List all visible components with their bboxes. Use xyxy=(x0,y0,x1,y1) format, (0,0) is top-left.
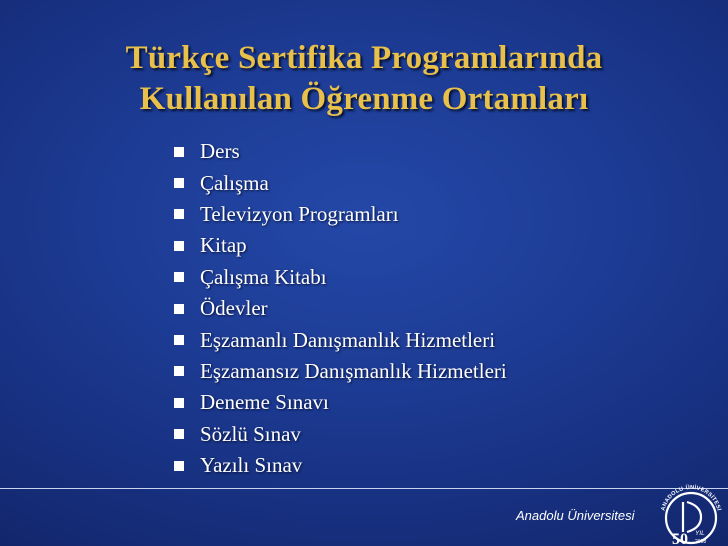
list-item xyxy=(174,293,507,324)
list-item-label: Çalışma xyxy=(200,170,269,195)
list-item xyxy=(174,324,507,355)
logo-number: 50 xyxy=(672,531,688,546)
list-item xyxy=(174,356,507,387)
list-item-label: Çalışma Kitabı xyxy=(200,264,327,289)
list-item xyxy=(174,419,507,450)
list-item-label: Ders xyxy=(200,139,240,164)
list-item-label: Kitap xyxy=(200,233,247,258)
university-logo xyxy=(654,482,728,546)
square-bullet-icon xyxy=(174,461,184,471)
title-line-2: Kullanılan Öğrenme Ortamları xyxy=(139,81,589,118)
list-item xyxy=(174,199,507,230)
square-bullet-icon xyxy=(174,429,184,439)
square-bullet-icon xyxy=(174,241,184,251)
list-item-label: Eşzamanlı Danışmanlık Hizmetleri xyxy=(200,327,496,352)
logo-suffix: YIL xyxy=(695,530,705,537)
list-item-label: Sözlü Sınav xyxy=(200,421,301,446)
list-item xyxy=(174,262,507,293)
footer-institution: Anadolu Üniversitesi xyxy=(516,508,635,523)
logo-emblem xyxy=(683,502,701,532)
square-bullet-icon xyxy=(174,209,184,219)
list-item-label: Televizyon Programları xyxy=(200,201,399,226)
list-item-label: Yazılı Sınav xyxy=(200,453,303,478)
square-bullet-icon xyxy=(174,335,184,345)
list-item-label: Ödevler xyxy=(200,296,268,321)
list-item-label: Deneme Sınavı xyxy=(200,390,329,415)
square-bullet-icon xyxy=(174,366,184,376)
square-bullet-icon xyxy=(174,398,184,408)
list-item-label: Eşzamansız Danışmanlık Hizmetleri xyxy=(200,358,507,383)
list-item xyxy=(174,450,507,481)
bullet-list xyxy=(174,136,507,481)
footer-divider xyxy=(0,488,728,489)
title-line-1: Türkçe Sertifika Programlarında xyxy=(125,40,603,76)
square-bullet-icon xyxy=(174,147,184,157)
logo-arc-text: ANADOLU ÜNİVERSİTESİ xyxy=(660,484,722,512)
list-item xyxy=(174,136,507,167)
slide-title xyxy=(0,38,728,121)
list-item xyxy=(174,230,507,261)
square-bullet-icon xyxy=(174,272,184,282)
list-item xyxy=(174,167,507,198)
list-item xyxy=(174,387,507,418)
logo-year: 2008 xyxy=(695,539,707,545)
square-bullet-icon xyxy=(174,304,184,314)
square-bullet-icon xyxy=(174,178,184,188)
